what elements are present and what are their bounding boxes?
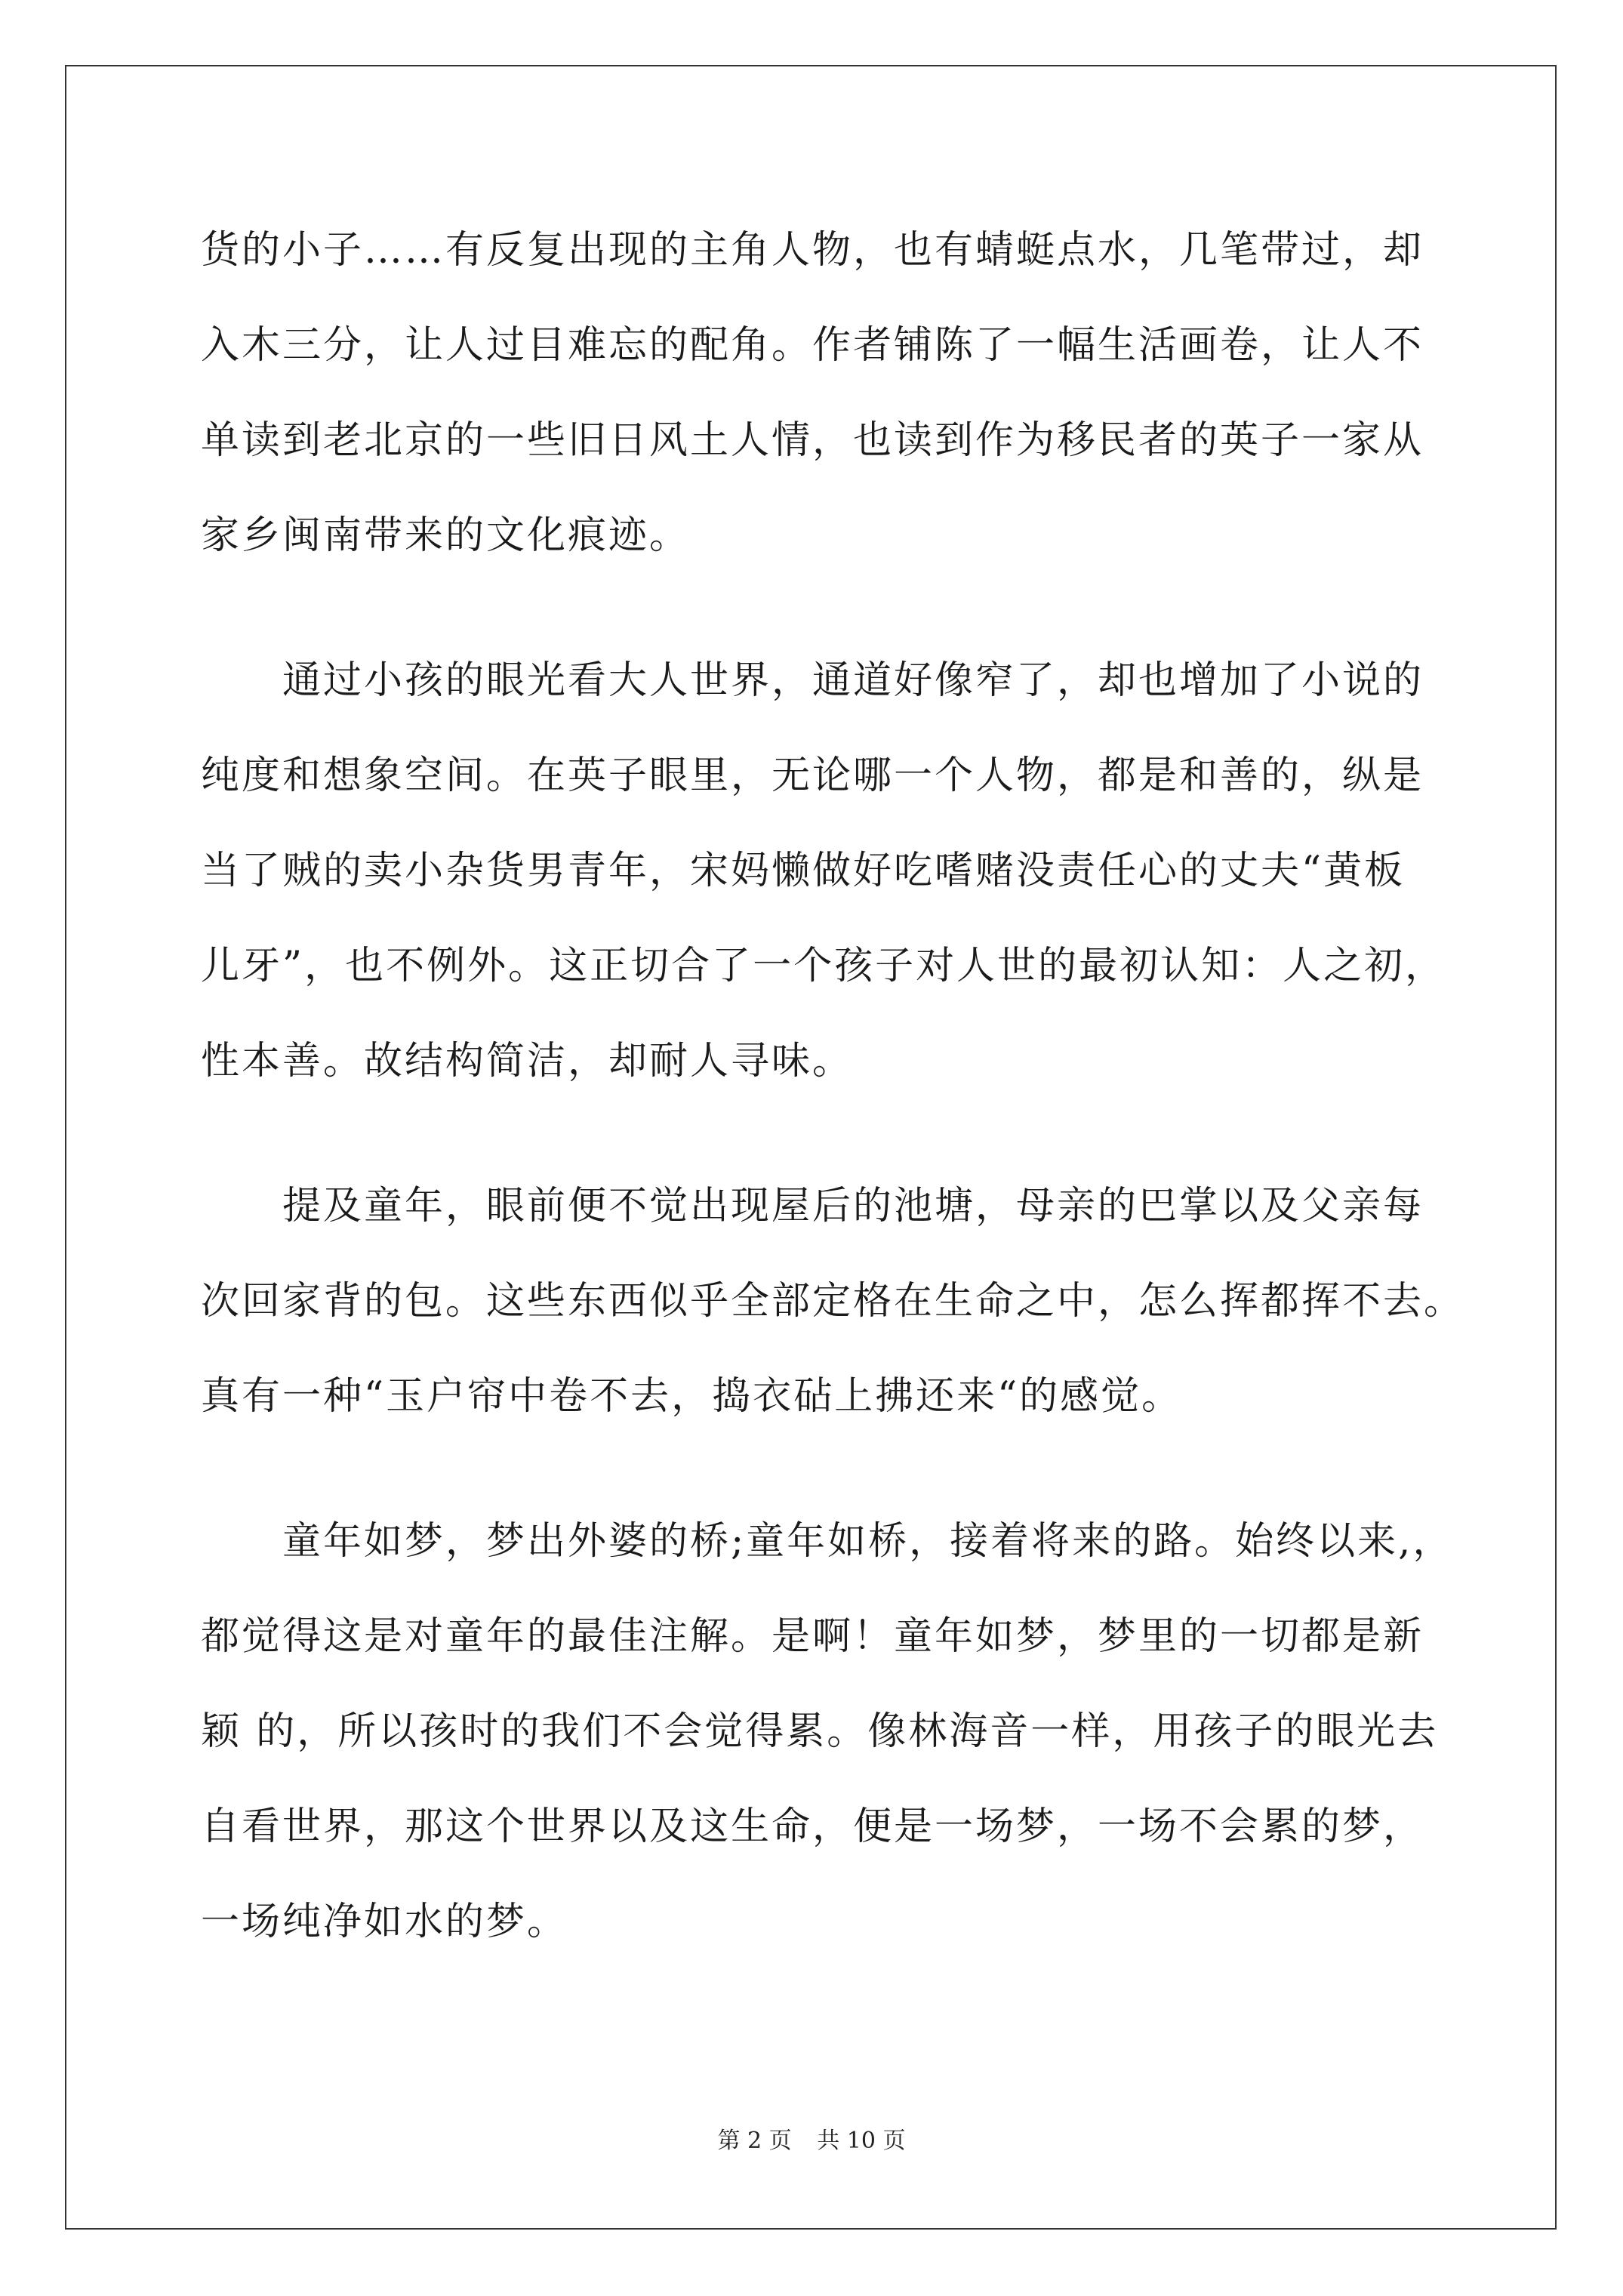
page-footer xyxy=(0,2128,1623,2155)
text-line: 儿牙”，也不例外。这正切合了一个孩子对人世的最初认知：人之初， xyxy=(201,944,1446,988)
text-line: 入木三分，让人过目难忘的配角。作者铺陈了一幅生活画卷，让人不 xyxy=(201,323,1424,368)
text-line: 自看世界，那这个世界以及这生命，便是一场梦，一场不会累的梦， xyxy=(201,1804,1424,1849)
text-line: 当了贼的卖小杂货男青年，宋妈懒做好吃嗜赌没责任心的丈夫“黄板 xyxy=(201,849,1406,893)
text-line: 提及童年，眼前便不觉出现屋后的池塘，母亲的巴掌以及父亲每 xyxy=(282,1184,1424,1228)
text-line: 家乡闽南带来的文化痕迹。 xyxy=(201,513,691,558)
text-line: 次回家背的包。这些东西似乎全部定格在生命之中，怎么挥都挥不去。 xyxy=(201,1279,1465,1324)
text-line: 一场纯净如水的梦。 xyxy=(201,1900,568,1944)
text-line: 真有一种“玉户帘中卷不去，捣衣砧上拂还来“的感觉。 xyxy=(201,1374,1183,1419)
text-line: 单读到老北京的一些旧日风土人情，也读到作为移民者的英子一家从 xyxy=(201,418,1424,463)
page-total: 共 10 页 xyxy=(817,2128,906,2154)
text-line: 性本善。故结构简洁，却耐人寻味。 xyxy=(201,1039,854,1083)
page-number: 第 2 页 xyxy=(717,2128,792,2154)
text-line: 都觉得这是对童年的最佳注解。是啊！童年如梦，梦里的一切都是新 xyxy=(201,1614,1424,1659)
text-line: 货的小子……有反复出现的主角人物，也有蜻蜓点水，几笔带过，却 xyxy=(201,228,1424,273)
text-line: 通过小孩的眼光看大人世界，通道好像窄了，却也增加了小说的 xyxy=(282,658,1424,703)
text-line: 颖 的，所以孩时的我们不会觉得累。像林海音一样，用孩子的眼光去 xyxy=(201,1709,1439,1754)
text-line: 纯度和想象空间。在英子眼里，无论哪一个人物，都是和善的，纵是 xyxy=(201,754,1424,798)
text-line: 童年如梦，梦出外婆的桥;童年如桥，接着将来的路。始终以来,， xyxy=(282,1519,1454,1564)
